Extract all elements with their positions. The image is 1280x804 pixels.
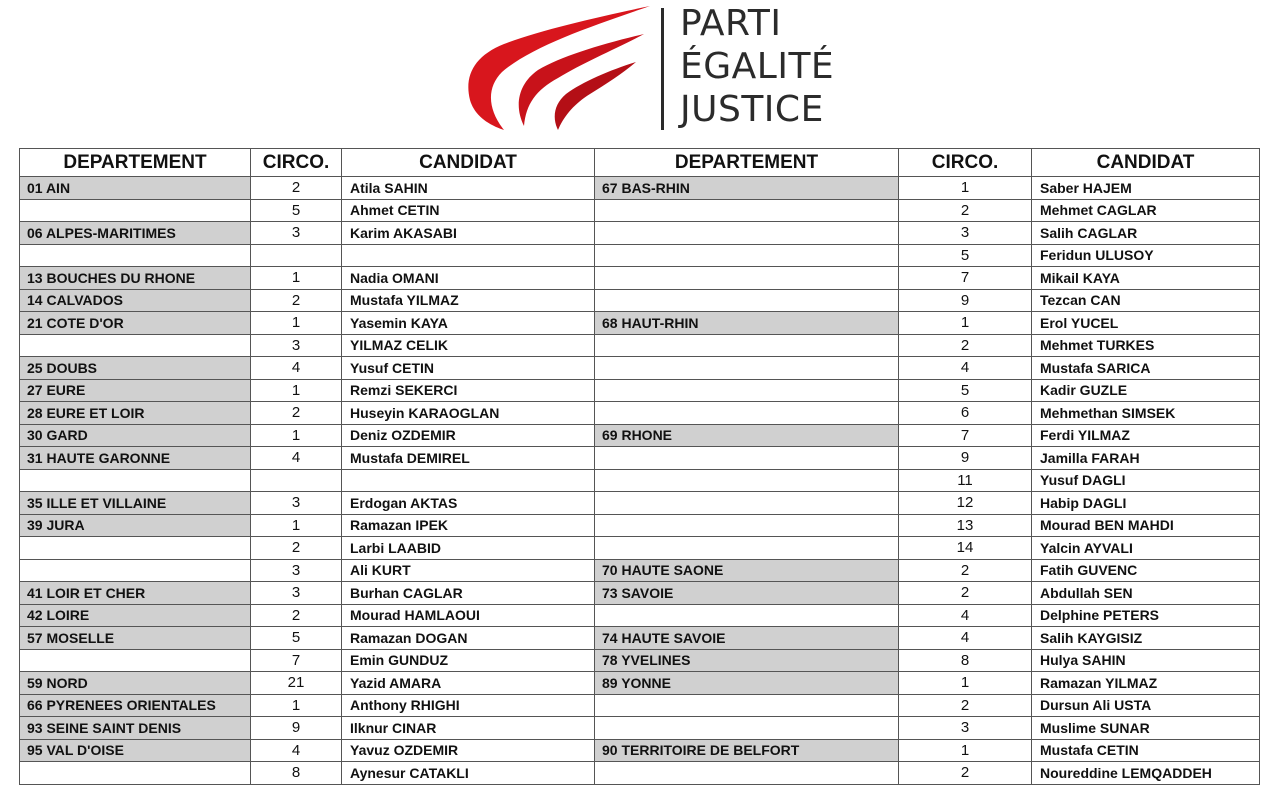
departement-cell (20, 559, 251, 582)
table-row (20, 514, 1260, 537)
candidat-cell: Noureddine LEMQADDEH (1032, 762, 1260, 785)
candidat-cell: Hulya SAHIN (1032, 649, 1260, 672)
circo-cell: 9 (899, 447, 1032, 470)
circo-cell: 3 (251, 222, 342, 245)
departement-cell (595, 604, 899, 627)
candidat-cell: Mustafa YILMAZ (342, 289, 595, 312)
candidat-cell: Dursun Ali USTA (1032, 694, 1260, 717)
table-row (20, 267, 1260, 290)
circo-cell: 1 (899, 177, 1032, 200)
candidat-cell: Ali KURT (342, 559, 595, 582)
circo-cell: 4 (251, 357, 342, 380)
circo-cell: 7 (899, 267, 1032, 290)
departement-cell: 90 TERRITOIRE DE BELFORT (595, 739, 899, 762)
candidat-cell: Ramazan DOGAN (342, 627, 595, 650)
candidat-cell: Yavuz OZDEMIR (342, 739, 595, 762)
candidat-cell: Ramazan IPEK (342, 514, 595, 537)
table-row (20, 424, 1260, 447)
departement-cell: 30 GARD (20, 424, 251, 447)
departement-cell (595, 469, 899, 492)
candidat-cell: Deniz OZDEMIR (342, 424, 595, 447)
candidat-cell: Mehmet CAGLAR (1032, 199, 1260, 222)
departement-cell: 67 BAS-RHIN (595, 177, 899, 200)
candidat-cell: Yusuf DAGLI (1032, 469, 1260, 492)
table-row (20, 289, 1260, 312)
departement-cell (595, 244, 899, 267)
departement-cell: 14 CALVADOS (20, 289, 251, 312)
circo-cell: 2 (899, 694, 1032, 717)
departement-cell: 68 HAUT-RHIN (595, 312, 899, 335)
departement-cell: 73 SAVOIE (595, 582, 899, 605)
departement-cell (595, 267, 899, 290)
table-row (20, 604, 1260, 627)
departement-cell: 70 HAUTE SAONE (595, 559, 899, 582)
departement-cell (595, 514, 899, 537)
candidat-cell: Emin GUNDUZ (342, 649, 595, 672)
circo-cell: 1 (899, 739, 1032, 762)
circo-cell: 9 (251, 717, 342, 740)
departement-cell (20, 199, 251, 222)
circo-cell: 2 (251, 402, 342, 425)
table-row (20, 762, 1260, 785)
column-header-candidat: CANDIDAT (342, 149, 595, 177)
circo-cell: 3 (251, 582, 342, 605)
circo-cell: 1 (251, 514, 342, 537)
candidat-cell: Mustafa SARICA (1032, 357, 1260, 380)
candidat-cell: Aynesur CATAKLI (342, 762, 595, 785)
circo-cell: 4 (899, 627, 1032, 650)
circo-cell (251, 469, 342, 492)
table-row (20, 334, 1260, 357)
circo-cell: 6 (899, 402, 1032, 425)
departement-cell: 35 ILLE ET VILLAINE (20, 492, 251, 515)
departement-cell: 41 LOIR ET CHER (20, 582, 251, 605)
candidat-cell: Ferdi YILMAZ (1032, 424, 1260, 447)
logo-separator (661, 8, 664, 130)
departement-cell: 27 EURE (20, 379, 251, 402)
candidat-cell: Larbi LAABID (342, 537, 595, 560)
column-header-departement: DEPARTEMENT (20, 149, 251, 177)
circo-cell: 2 (899, 582, 1032, 605)
table-row (20, 199, 1260, 222)
table-row (20, 402, 1260, 425)
table-row (20, 672, 1260, 695)
departement-cell: 13 BOUCHES DU RHONE (20, 267, 251, 290)
circo-cell: 13 (899, 514, 1032, 537)
departement-cell (595, 379, 899, 402)
circo-cell: 1 (899, 672, 1032, 695)
departement-cell: 69 RHONE (595, 424, 899, 447)
candidat-cell: Anthony RHIGHI (342, 694, 595, 717)
circo-cell: 11 (899, 469, 1032, 492)
table-row (20, 357, 1260, 380)
table-header-row (20, 149, 1260, 177)
candidat-cell (342, 469, 595, 492)
departement-cell (595, 717, 899, 740)
circo-cell: 1 (251, 267, 342, 290)
circo-cell (251, 244, 342, 267)
table-row (20, 312, 1260, 335)
party-name (680, 2, 880, 131)
circo-cell: 2 (251, 537, 342, 560)
departement-cell (20, 537, 251, 560)
circo-cell: 5 (899, 379, 1032, 402)
candidat-cell: Yalcin AYVALI (1032, 537, 1260, 560)
candidat-cell: Yazid AMARA (342, 672, 595, 695)
circo-cell: 7 (251, 649, 342, 672)
candidates-table (19, 148, 1260, 785)
departement-cell: 21 COTE D'OR (20, 312, 251, 335)
table-row (20, 379, 1260, 402)
table-row (20, 649, 1260, 672)
circo-cell: 2 (899, 559, 1032, 582)
column-header-departement: DEPARTEMENT (595, 149, 899, 177)
red-wings-icon (462, 4, 657, 132)
candidat-cell: Muslime SUNAR (1032, 717, 1260, 740)
circo-cell: 12 (899, 492, 1032, 515)
circo-cell: 14 (899, 537, 1032, 560)
candidat-cell: Habip DAGLI (1032, 492, 1260, 515)
table-row (20, 469, 1260, 492)
candidat-cell: Yasemin KAYA (342, 312, 595, 335)
departement-cell (20, 334, 251, 357)
candidat-cell: Salih CAGLAR (1032, 222, 1260, 245)
circo-cell: 2 (251, 177, 342, 200)
column-header-candidat: CANDIDAT (1032, 149, 1260, 177)
circo-cell: 3 (899, 222, 1032, 245)
table-row (20, 244, 1260, 267)
candidat-cell: Mourad BEN MAHDI (1032, 514, 1260, 537)
candidat-cell: Atila SAHIN (342, 177, 595, 200)
candidat-cell: Mourad HAMLAOUI (342, 604, 595, 627)
circo-cell: 5 (251, 627, 342, 650)
table-row (20, 492, 1260, 515)
candidat-cell: Salih KAYGISIZ (1032, 627, 1260, 650)
circo-cell: 1 (899, 312, 1032, 335)
departement-cell: 59 NORD (20, 672, 251, 695)
departement-cell: 78 YVELINES (595, 649, 899, 672)
candidat-cell: Mustafa CETIN (1032, 739, 1260, 762)
circo-cell: 8 (251, 762, 342, 785)
candidat-cell: Jamilla FARAH (1032, 447, 1260, 470)
table-row (20, 582, 1260, 605)
departement-cell (595, 537, 899, 560)
header (0, 0, 1280, 140)
table-row (20, 222, 1260, 245)
departement-cell (20, 762, 251, 785)
candidat-cell: Ahmet CETIN (342, 199, 595, 222)
circo-cell: 2 (251, 289, 342, 312)
circo-cell: 4 (899, 604, 1032, 627)
candidat-cell: Delphine PETERS (1032, 604, 1260, 627)
party-name-line-1: PARTI (680, 3, 782, 44)
candidat-cell: Remzi SEKERCI (342, 379, 595, 402)
departement-cell: 57 MOSELLE (20, 627, 251, 650)
circo-cell: 5 (251, 199, 342, 222)
candidat-cell: Saber HAJEM (1032, 177, 1260, 200)
circo-cell: 3 (251, 492, 342, 515)
departement-cell (595, 334, 899, 357)
circo-cell: 1 (251, 312, 342, 335)
candidat-cell: Erol YUCEL (1032, 312, 1260, 335)
candidat-cell: Feridun ULUSOY (1032, 244, 1260, 267)
departement-cell: 06 ALPES-MARITIMES (20, 222, 251, 245)
departement-cell (595, 199, 899, 222)
candidat-cell: Fatih GUVENC (1032, 559, 1260, 582)
candidat-cell: Kadir GUZLE (1032, 379, 1260, 402)
departement-cell: 39 JURA (20, 514, 251, 537)
column-header-circo: CIRCO. (251, 149, 342, 177)
circo-cell: 1 (251, 694, 342, 717)
table-row (20, 177, 1260, 200)
circo-cell: 2 (899, 334, 1032, 357)
candidat-cell: Nadia OMANI (342, 267, 595, 290)
departement-cell: 31 HAUTE GARONNE (20, 447, 251, 470)
candidat-cell: Abdullah SEN (1032, 582, 1260, 605)
departement-cell (595, 289, 899, 312)
departement-cell: 89 YONNE (595, 672, 899, 695)
circo-cell: 5 (899, 244, 1032, 267)
departement-cell (20, 244, 251, 267)
departement-cell: 66 PYRENEES ORIENTALES (20, 694, 251, 717)
candidat-cell: Ilknur CINAR (342, 717, 595, 740)
circo-cell: 2 (899, 762, 1032, 785)
candidat-cell: Karim AKASABI (342, 222, 595, 245)
departement-cell: 01 AIN (20, 177, 251, 200)
departement-cell: 95 VAL D'OISE (20, 739, 251, 762)
circo-cell: 8 (899, 649, 1032, 672)
table-row (20, 559, 1260, 582)
circo-cell: 4 (899, 357, 1032, 380)
departement-cell (595, 222, 899, 245)
departement-cell (595, 402, 899, 425)
circo-cell: 3 (899, 717, 1032, 740)
candidat-cell: Huseyin KARAOGLAN (342, 402, 595, 425)
circo-cell: 4 (251, 447, 342, 470)
departement-cell (595, 492, 899, 515)
party-name-line-2: ÉGALITÉ (680, 46, 835, 87)
candidat-cell: Mehmet TURKES (1032, 334, 1260, 357)
candidat-cell: Erdogan AKTAS (342, 492, 595, 515)
candidat-cell (342, 244, 595, 267)
table-row (20, 739, 1260, 762)
candidat-cell: YILMAZ CELIK (342, 334, 595, 357)
departement-cell: 25 DOUBS (20, 357, 251, 380)
departement-cell (595, 694, 899, 717)
circo-cell: 7 (899, 424, 1032, 447)
departement-cell (595, 357, 899, 380)
circo-cell: 21 (251, 672, 342, 695)
circo-cell: 9 (899, 289, 1032, 312)
circo-cell: 4 (251, 739, 342, 762)
circo-cell: 1 (251, 424, 342, 447)
circo-cell: 2 (899, 199, 1032, 222)
circo-cell: 3 (251, 559, 342, 582)
table-row (20, 447, 1260, 470)
circo-cell: 1 (251, 379, 342, 402)
circo-cell: 2 (251, 604, 342, 627)
departement-cell (20, 649, 251, 672)
table-row (20, 717, 1260, 740)
departement-cell: 74 HAUTE SAVOIE (595, 627, 899, 650)
table-row (20, 694, 1260, 717)
candidat-cell: Ramazan YILMAZ (1032, 672, 1260, 695)
departement-cell: 93 SEINE SAINT DENIS (20, 717, 251, 740)
candidat-cell: Burhan CAGLAR (342, 582, 595, 605)
table-row (20, 627, 1260, 650)
candidat-cell: Yusuf CETIN (342, 357, 595, 380)
departement-cell: 28 EURE ET LOIR (20, 402, 251, 425)
column-header-circo: CIRCO. (899, 149, 1032, 177)
departement-cell (595, 762, 899, 785)
candidat-cell: Mustafa DEMIREL (342, 447, 595, 470)
departement-cell (595, 447, 899, 470)
candidat-cell: Mikail KAYA (1032, 267, 1260, 290)
table-row (20, 537, 1260, 560)
candidat-cell: Tezcan CAN (1032, 289, 1260, 312)
circo-cell: 3 (251, 334, 342, 357)
party-name-line-3: JUSTICE (680, 89, 824, 130)
departement-cell (20, 469, 251, 492)
candidat-cell: Mehmethan SIMSEK (1032, 402, 1260, 425)
table-body (20, 177, 1260, 785)
departement-cell: 42 LOIRE (20, 604, 251, 627)
